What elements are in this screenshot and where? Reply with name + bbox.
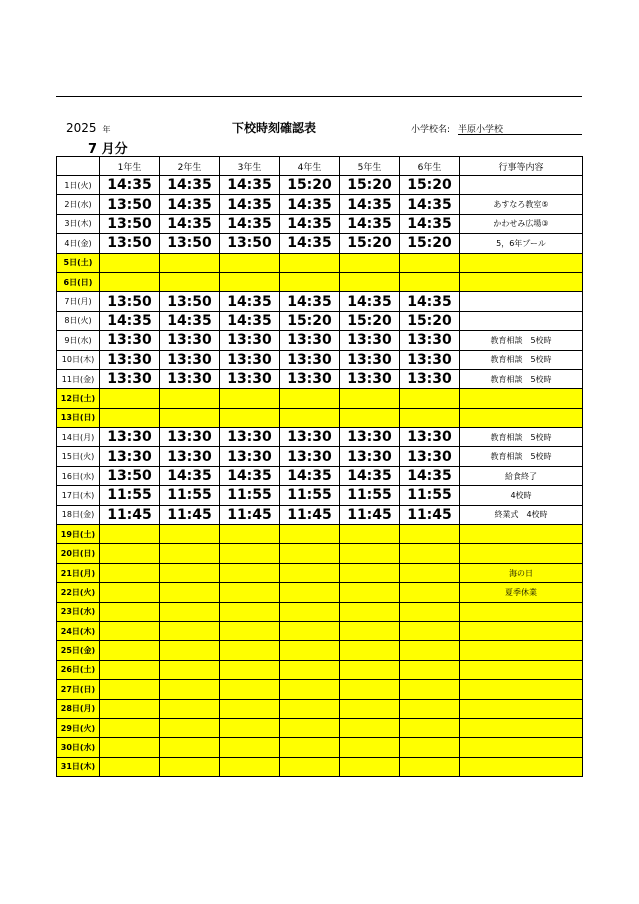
time-cell (160, 680, 220, 699)
time-cell (340, 544, 400, 563)
time-cell: 14:35 (340, 466, 400, 485)
time-cell: 13:50 (160, 234, 220, 253)
time-cell (220, 641, 280, 660)
day-cell: 29日(火) (57, 718, 100, 737)
time-cell (100, 718, 160, 737)
time-cell (220, 389, 280, 408)
event-cell: 教育相談 5校時 (460, 447, 583, 466)
time-cell: 14:35 (280, 466, 340, 485)
time-cell (220, 660, 280, 679)
time-cell (340, 253, 400, 272)
event-cell (460, 641, 583, 660)
time-cell (160, 621, 220, 640)
day-cell: 23日(水) (57, 602, 100, 621)
time-cell: 13:30 (340, 428, 400, 447)
time-cell: 13:30 (400, 428, 460, 447)
time-cell: 13:50 (100, 214, 160, 233)
time-cell: 11:45 (340, 505, 400, 524)
time-cell: 13:30 (100, 447, 160, 466)
time-cell (400, 621, 460, 640)
table-row (57, 428, 583, 447)
time-cell: 13:50 (100, 466, 160, 485)
day-cell: 19日(土) (57, 525, 100, 544)
time-cell (100, 621, 160, 640)
time-cell (100, 253, 160, 272)
header-cell-grade: 6年生 (400, 157, 460, 176)
table-row (57, 563, 583, 582)
table-row (57, 214, 583, 233)
time-cell (220, 583, 280, 602)
time-cell (160, 544, 220, 563)
day-cell: 31日(木) (57, 757, 100, 776)
day-cell: 22日(火) (57, 583, 100, 602)
time-cell (220, 621, 280, 640)
time-cell (280, 757, 340, 776)
time-cell: 13:30 (160, 331, 220, 350)
time-cell: 13:30 (400, 331, 460, 350)
time-cell (340, 699, 400, 718)
table-row (57, 466, 583, 485)
event-cell: 給食終了 (460, 466, 583, 485)
time-cell (220, 757, 280, 776)
time-cell: 15:20 (400, 311, 460, 330)
time-cell (280, 389, 340, 408)
time-cell (220, 602, 280, 621)
table-row (57, 660, 583, 679)
time-cell (280, 641, 340, 660)
table-row (57, 699, 583, 718)
time-cell: 13:30 (160, 369, 220, 388)
time-cell: 13:30 (160, 447, 220, 466)
header-cell-grade: 1年生 (100, 157, 160, 176)
school-name-label: 小学校名: (411, 125, 451, 135)
event-cell: 教育相談 5校時 (460, 350, 583, 369)
time-cell: 14:35 (160, 195, 220, 214)
time-cell: 11:55 (220, 486, 280, 505)
table-row (57, 195, 583, 214)
table-row (57, 234, 583, 253)
time-cell (220, 544, 280, 563)
time-cell (160, 408, 220, 427)
day-cell: 2日(水) (57, 195, 100, 214)
time-cell (280, 408, 340, 427)
event-cell (460, 311, 583, 330)
event-cell (460, 389, 583, 408)
day-cell: 5日(土) (57, 253, 100, 272)
time-cell (100, 738, 160, 757)
time-cell: 13:30 (340, 331, 400, 350)
time-cell: 11:55 (100, 486, 160, 505)
table-row (57, 408, 583, 427)
event-cell (460, 544, 583, 563)
time-cell: 13:30 (280, 369, 340, 388)
page-title: 下校時刻確認表 (232, 121, 317, 135)
day-cell: 3日(木) (57, 214, 100, 233)
time-cell (220, 738, 280, 757)
day-cell: 16日(水) (57, 466, 100, 485)
time-cell (100, 660, 160, 679)
time-cell: 14:35 (160, 311, 220, 330)
day-cell: 1日(火) (57, 176, 100, 195)
header-cell-grade: 2年生 (160, 157, 220, 176)
time-cell (280, 525, 340, 544)
time-cell: 13:30 (220, 447, 280, 466)
day-cell: 13日(日) (57, 408, 100, 427)
time-cell: 15:20 (340, 176, 400, 195)
event-cell (460, 408, 583, 427)
time-cell (400, 699, 460, 718)
year-value: 2025 (66, 121, 97, 135)
table-row (57, 718, 583, 737)
time-cell: 13:50 (100, 234, 160, 253)
table-row (57, 447, 583, 466)
header-cell-grade: 3年生 (220, 157, 280, 176)
time-cell: 14:35 (220, 311, 280, 330)
event-cell (460, 680, 583, 699)
header-cell-day (57, 157, 100, 176)
time-cell: 14:35 (160, 214, 220, 233)
time-cell: 13:30 (100, 428, 160, 447)
time-cell: 13:30 (340, 350, 400, 369)
day-cell: 18日(金) (57, 505, 100, 524)
time-cell: 13:30 (160, 350, 220, 369)
time-cell (400, 272, 460, 291)
time-cell (400, 718, 460, 737)
time-cell: 15:20 (340, 311, 400, 330)
time-cell (400, 408, 460, 427)
event-cell: 教育相談 5校時 (460, 428, 583, 447)
time-cell: 14:35 (400, 466, 460, 485)
time-cell: 11:55 (160, 486, 220, 505)
time-cell: 14:35 (340, 214, 400, 233)
event-cell: 海の日 (460, 563, 583, 582)
day-cell: 11日(金) (57, 369, 100, 388)
time-cell (280, 253, 340, 272)
time-cell (100, 641, 160, 660)
day-cell: 8日(火) (57, 311, 100, 330)
header-cell-grade: 5年生 (340, 157, 400, 176)
time-cell: 13:30 (220, 350, 280, 369)
table-row (57, 738, 583, 757)
time-cell (400, 757, 460, 776)
time-cell (220, 408, 280, 427)
event-cell: かわせみ広場③ (460, 214, 583, 233)
time-cell (340, 621, 400, 640)
time-cell (400, 544, 460, 563)
table-row (57, 176, 583, 195)
event-cell (460, 718, 583, 737)
time-cell (100, 408, 160, 427)
day-cell: 30日(水) (57, 738, 100, 757)
time-cell: 14:35 (220, 214, 280, 233)
time-cell: 14:35 (280, 214, 340, 233)
time-cell (400, 525, 460, 544)
time-cell (160, 602, 220, 621)
time-cell (100, 272, 160, 291)
time-cell (400, 680, 460, 699)
time-cell (340, 272, 400, 291)
time-cell (220, 272, 280, 291)
time-cell (220, 699, 280, 718)
table-row (57, 331, 583, 350)
day-cell: 20日(日) (57, 544, 100, 563)
time-cell: 11:55 (340, 486, 400, 505)
table-header-row (57, 157, 583, 176)
header-cell-events: 行事等内容 (460, 157, 583, 176)
day-cell: 7日(月) (57, 292, 100, 311)
time-cell (160, 272, 220, 291)
time-cell (100, 583, 160, 602)
event-cell: 4校時 (460, 486, 583, 505)
time-cell (100, 602, 160, 621)
time-cell (280, 680, 340, 699)
time-cell: 15:20 (340, 234, 400, 253)
time-cell: 14:35 (400, 292, 460, 311)
table-row (57, 292, 583, 311)
time-cell: 14:35 (280, 195, 340, 214)
time-cell (220, 718, 280, 737)
time-cell: 11:45 (160, 505, 220, 524)
event-cell: 教育相談 5校時 (460, 369, 583, 388)
time-cell: 14:35 (280, 292, 340, 311)
time-cell: 14:35 (220, 292, 280, 311)
time-cell (280, 563, 340, 582)
time-cell: 14:35 (220, 176, 280, 195)
time-cell: 14:35 (220, 195, 280, 214)
table-row (57, 369, 583, 388)
time-cell: 15:20 (280, 311, 340, 330)
event-cell (460, 176, 583, 195)
table-row (57, 680, 583, 699)
time-cell: 13:30 (100, 369, 160, 388)
table-row (57, 253, 583, 272)
time-cell (340, 408, 400, 427)
table-row (57, 621, 583, 640)
table-row (57, 389, 583, 408)
table-row (57, 525, 583, 544)
time-cell (340, 680, 400, 699)
time-cell: 14:35 (100, 176, 160, 195)
table-row (57, 486, 583, 505)
time-cell: 13:50 (100, 195, 160, 214)
time-cell (160, 525, 220, 544)
time-cell: 13:30 (220, 369, 280, 388)
time-cell (340, 757, 400, 776)
time-cell (100, 389, 160, 408)
time-cell: 14:35 (340, 195, 400, 214)
time-cell: 13:50 (160, 292, 220, 311)
time-cell (160, 718, 220, 737)
day-cell: 14日(月) (57, 428, 100, 447)
table-row (57, 272, 583, 291)
event-cell: 終業式 4校時 (460, 505, 583, 524)
time-cell (280, 621, 340, 640)
time-cell (280, 660, 340, 679)
header-cell-grade: 4年生 (280, 157, 340, 176)
time-cell (340, 563, 400, 582)
time-cell (400, 738, 460, 757)
time-cell (100, 699, 160, 718)
day-cell: 9日(水) (57, 331, 100, 350)
school-name-value: 半原小学校 (458, 122, 582, 135)
time-cell: 13:30 (220, 428, 280, 447)
time-cell: 11:45 (280, 505, 340, 524)
time-cell: 13:50 (220, 234, 280, 253)
day-cell: 28日(月) (57, 699, 100, 718)
time-cell (100, 563, 160, 582)
time-cell: 13:30 (100, 350, 160, 369)
day-cell: 17日(木) (57, 486, 100, 505)
time-cell (340, 660, 400, 679)
table-row (57, 583, 583, 602)
event-cell (460, 292, 583, 311)
year-suffix: 年 (102, 125, 111, 134)
time-cell (220, 680, 280, 699)
time-cell: 14:35 (220, 466, 280, 485)
time-cell (280, 544, 340, 563)
time-cell: 13:50 (100, 292, 160, 311)
time-cell: 13:30 (400, 447, 460, 466)
day-cell: 21日(月) (57, 563, 100, 582)
time-cell: 15:20 (400, 176, 460, 195)
time-cell (280, 718, 340, 737)
time-cell: 14:35 (100, 311, 160, 330)
table-row (57, 350, 583, 369)
time-cell (400, 641, 460, 660)
table-row (57, 602, 583, 621)
time-cell (160, 699, 220, 718)
time-cell: 13:30 (160, 428, 220, 447)
time-cell: 13:30 (400, 369, 460, 388)
time-cell (160, 738, 220, 757)
time-cell: 14:35 (160, 466, 220, 485)
event-cell: 教育相談 5校時 (460, 331, 583, 350)
time-cell: 13:30 (280, 350, 340, 369)
month-label: 7 月分 (88, 142, 128, 157)
time-cell (280, 602, 340, 621)
time-cell (400, 660, 460, 679)
time-cell (400, 563, 460, 582)
event-cell (460, 738, 583, 757)
time-cell: 13:30 (400, 350, 460, 369)
header-rule (56, 96, 582, 97)
day-cell: 15日(火) (57, 447, 100, 466)
time-cell (340, 641, 400, 660)
time-cell (280, 583, 340, 602)
event-cell (460, 660, 583, 679)
time-cell: 14:35 (160, 176, 220, 195)
time-cell: 13:30 (340, 447, 400, 466)
time-cell: 11:55 (280, 486, 340, 505)
time-cell: 13:30 (340, 369, 400, 388)
day-cell: 6日(日) (57, 272, 100, 291)
time-cell (220, 525, 280, 544)
time-cell: 13:30 (280, 428, 340, 447)
time-cell (340, 738, 400, 757)
day-cell: 24日(木) (57, 621, 100, 640)
event-cell (460, 602, 583, 621)
time-cell (280, 738, 340, 757)
event-cell (460, 757, 583, 776)
time-cell: 13:30 (280, 447, 340, 466)
time-cell: 14:35 (400, 214, 460, 233)
time-cell: 11:45 (220, 505, 280, 524)
time-cell: 13:30 (280, 331, 340, 350)
time-cell (340, 718, 400, 737)
time-cell (100, 757, 160, 776)
time-cell (160, 641, 220, 660)
time-cell: 13:30 (220, 331, 280, 350)
event-cell: 5，6年プール (460, 234, 583, 253)
event-cell (460, 525, 583, 544)
year-label (66, 121, 111, 135)
day-cell: 25日(金) (57, 641, 100, 660)
time-cell (100, 525, 160, 544)
time-cell: 11:55 (400, 486, 460, 505)
time-cell: 15:20 (280, 176, 340, 195)
table-row (57, 544, 583, 563)
time-cell: 15:20 (400, 234, 460, 253)
time-cell (400, 602, 460, 621)
time-cell (340, 602, 400, 621)
event-cell: 夏季休業 (460, 583, 583, 602)
time-cell (100, 544, 160, 563)
day-cell: 27日(日) (57, 680, 100, 699)
day-cell: 12日(土) (57, 389, 100, 408)
time-cell (160, 660, 220, 679)
time-cell (160, 563, 220, 582)
day-cell: 4日(金) (57, 234, 100, 253)
time-cell (160, 389, 220, 408)
time-cell: 11:45 (100, 505, 160, 524)
event-cell (460, 272, 583, 291)
time-cell (220, 253, 280, 272)
time-cell: 14:35 (340, 292, 400, 311)
event-cell (460, 621, 583, 640)
time-cell (220, 563, 280, 582)
time-cell: 14:35 (280, 234, 340, 253)
day-cell: 26日(土) (57, 660, 100, 679)
time-cell (160, 253, 220, 272)
time-cell (340, 389, 400, 408)
time-cell (160, 583, 220, 602)
time-cell (400, 389, 460, 408)
time-cell (100, 680, 160, 699)
table-row (57, 505, 583, 524)
table-row (57, 641, 583, 660)
event-cell (460, 253, 583, 272)
time-cell (340, 525, 400, 544)
dismissal-time-table (56, 156, 583, 777)
time-cell: 14:35 (400, 195, 460, 214)
event-cell (460, 699, 583, 718)
time-cell (400, 253, 460, 272)
day-cell: 10日(木) (57, 350, 100, 369)
time-cell (280, 699, 340, 718)
time-cell: 13:30 (100, 331, 160, 350)
time-cell (340, 583, 400, 602)
time-cell: 11:45 (400, 505, 460, 524)
table-row (57, 757, 583, 776)
event-cell: あすなろ教室⑤ (460, 195, 583, 214)
time-cell (400, 583, 460, 602)
time-cell (160, 757, 220, 776)
table-row (57, 311, 583, 330)
time-cell (280, 272, 340, 291)
